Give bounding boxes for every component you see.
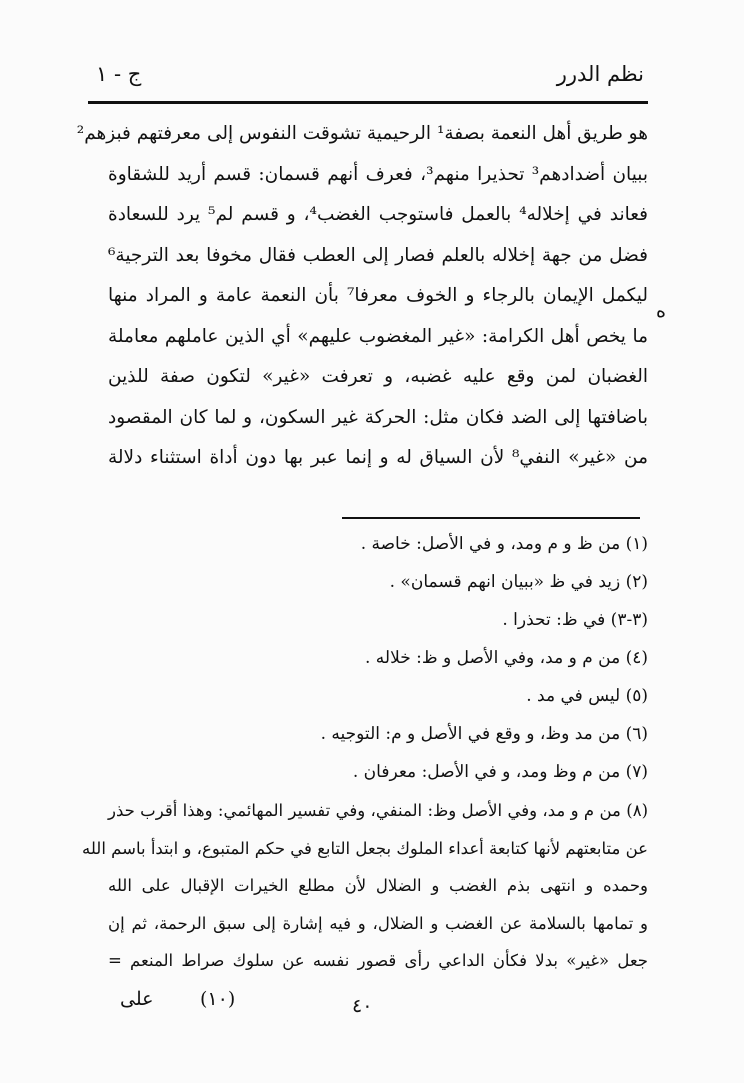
catchword: على [120,988,154,1010]
footnote-line: جعل «غير» بدلا فكأن الداعي رأى قصور نفسه عن سلوك صراط المنعم = [108,951,648,970]
page-number: ٤٠ [352,995,373,1017]
footnote: (١) من ظ و م ومد، و في الأصل: خاصة . [360,534,648,554]
text-line: فعاند في إخلاله⁴ بالعمل فاستوجب الغضب⁴، و قسم لم⁵ يرد للسعادة [108,204,648,225]
text-line: الغضبان لمن وقع عليه غضبه، و تعرفت «غير» لتكون صفة للذين [108,366,648,387]
footnote: (٦) من مد وظ، و وقع في الأصل و م: التوجيه . [320,724,648,744]
text-line: ما يخص أهل الكرامة: «غير المغضوب عليهم» أي الذين عاملهم معاملة [108,325,648,347]
footnote: (٣-٣) في ظ: تحذرا . [502,610,648,630]
footnote: (٥) ليس في مد . [526,686,648,706]
main-text [76,114,649,479]
text-line: هو طريق أهل النعمة بصفة¹ الرحيمية تشوقت النفوس إلى معرفتهم فبزهم² [76,123,648,144]
footnote-line: و تمامها بالسلامة عن الغضب و الضلال، و فيه إشارة إلى سبق الرحمة، ثم إن [108,913,648,933]
footnote-line: عن متابعتهم لأنها كتابعة أعداء الملوك بجعل التابع في حكم المتبوع، و ابتدأ باسم الله [81,838,648,858]
footnote-line: (٨) من م و مد، وفي الأصل وظ: المنفي، وفي تفسير المهائمي: وهذا أقرب حذر [108,801,648,820]
footnotes-short [108,525,648,791]
footnote: (٧) من م وظ ومد، و في الأصل: معرفان . [352,762,648,782]
section-number: (١٠) [200,988,236,1010]
footnote: (٤) من م و مد، وفي الأصل و ظ: خلاله . [365,648,648,668]
text-line: من «غير» النفي⁸ لأن السياق له و إنما عبر بها دون أداة استثناء دلالة [108,447,648,468]
text-line: باضافتها إلى الضد فكان مثل: الحركة غير السكون، و لما كان المقصود [108,406,648,428]
text-line: ببيان أضدادهم³ تحذيرا منهم³، فعرف أنهم قسمان: قسم أريد للشقاوة [108,163,649,185]
text-line: ليكمل الإيمان بالرجاء و الخوف معرفا⁷ بأن النعمة عامة و المراد منها [108,285,648,306]
text-line: فضل من جهة إخلاله بالعلم فصار إلى العطب فقال مخوفا بعد الترجية⁶ [108,244,648,266]
footnote-line: وحمده و انتهى بذم الغضب و الضلال لأن مطلع الخيرات الإقبال على الله [108,876,648,895]
volume-label: ج - ١ [96,62,142,86]
footnote: (٢) زيد في ظ «ببيان انهم قسمان» . [389,572,648,592]
book-title: نظم الدرر [556,62,644,86]
header-rule [88,101,648,104]
footnote-rule [342,517,640,519]
footnote-long [81,792,648,980]
line-marker: ه [656,300,666,322]
